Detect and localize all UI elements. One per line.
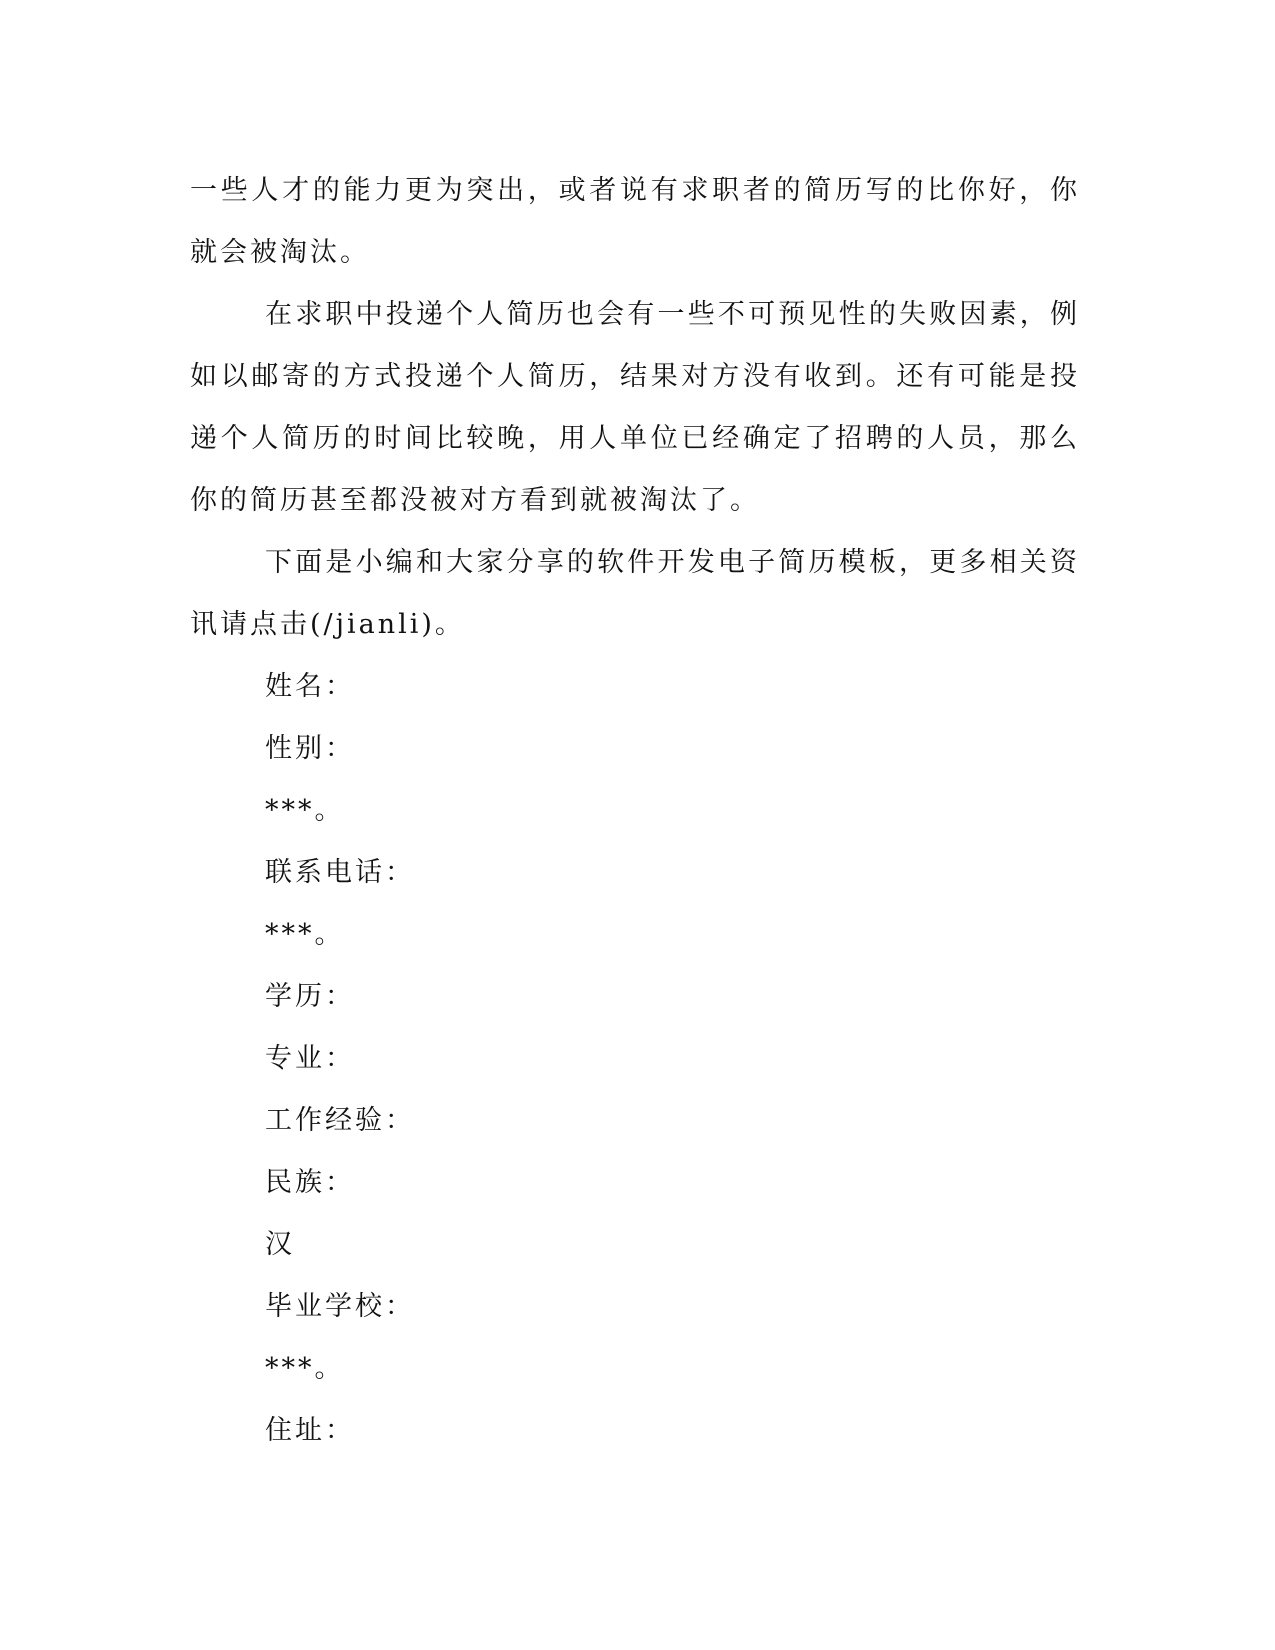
field-school-label: 毕业学校： — [265, 1291, 415, 1322]
field-ethnicity-label: 民族： — [265, 1167, 355, 1198]
paragraph-template-intro: 下面是小编和大家分享的软件开发电子简历模板，更多相关资讯请点击(/jianli)。 — [190, 547, 1080, 640]
field-education-label: 学历： — [265, 981, 355, 1012]
field-ethnicity-value: 汉 — [265, 1229, 295, 1260]
field-phone-value: ***。 — [265, 919, 345, 950]
field-major-label: 专业： — [265, 1043, 355, 1074]
field-phone-label: 联系电话： — [265, 857, 415, 888]
field-school-value: ***。 — [265, 1353, 345, 1384]
field-gender-value: ***。 — [265, 795, 345, 826]
document-body — [190, 160, 1080, 1462]
field-name-label: 姓名： — [265, 671, 355, 702]
field-experience-label: 工作经验： — [265, 1105, 415, 1136]
field-gender-label: 性别： — [265, 733, 355, 764]
paragraph-continuation: 一些人才的能力更为突出，或者说有求职者的简历写的比你好，你就会被淘汰。 — [190, 175, 1080, 268]
paragraph-resume-failure-factors: 在求职中投递个人简历也会有一些不可预见性的失败因素，例如以邮寄的方式投递个人简历，结果对方没有收到。还有可能是投递个人简历的时间比较晚，用人单位已经确定了招聘的人员，那么你的简历甚至都没被对方看到就被淘汰了。 — [190, 299, 1080, 516]
field-address-label: 住址： — [265, 1415, 355, 1446]
